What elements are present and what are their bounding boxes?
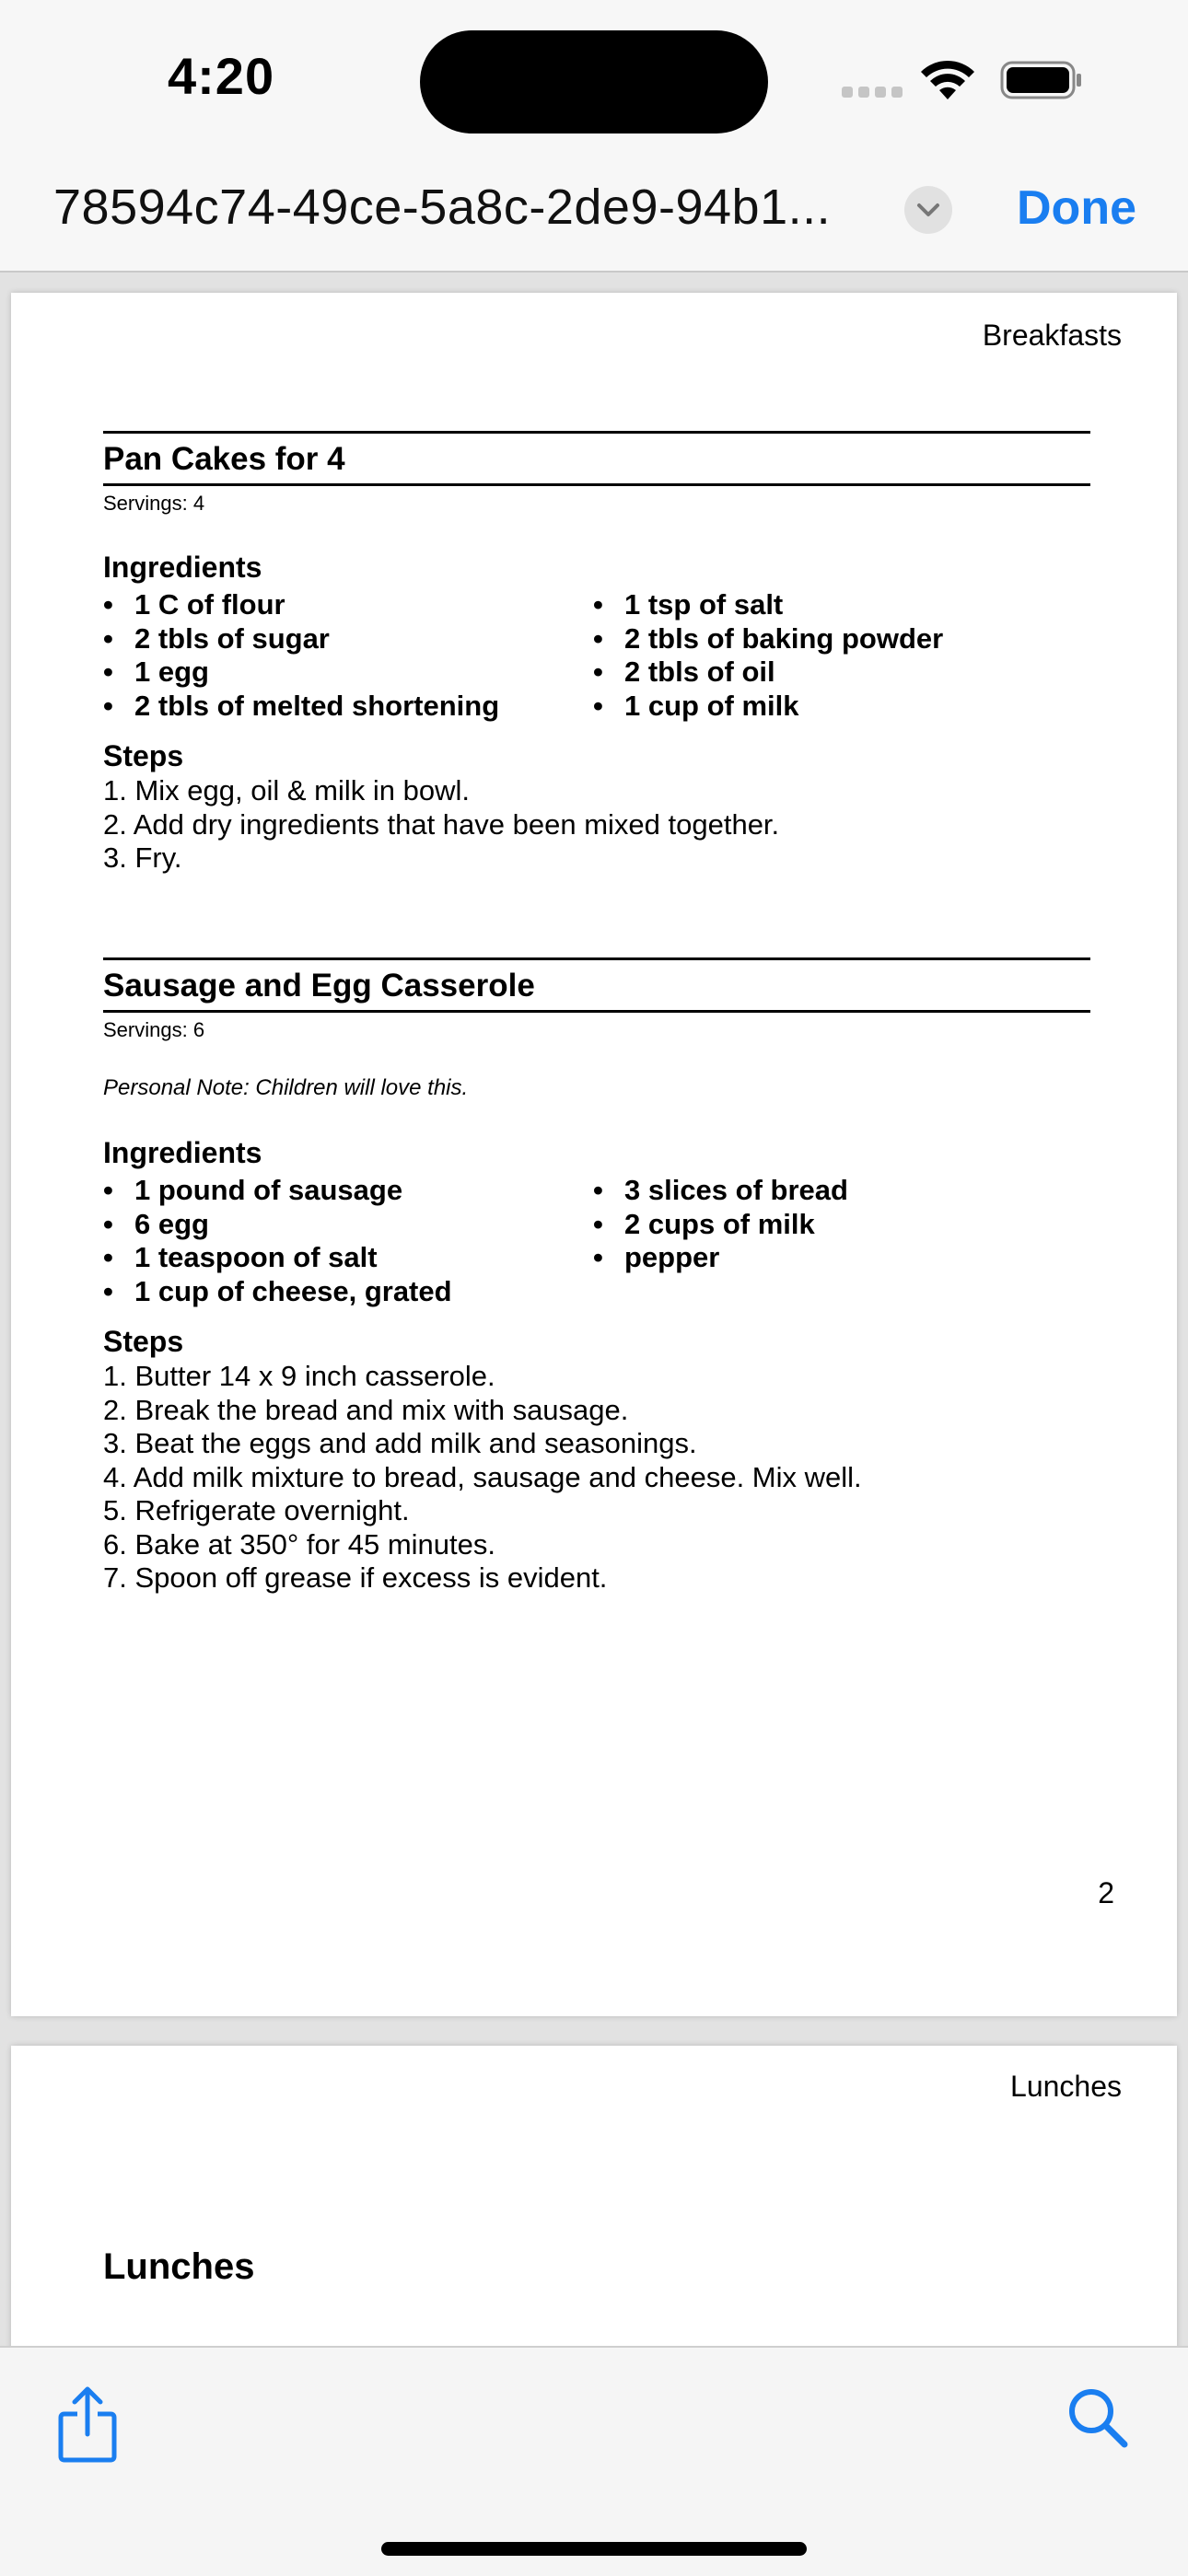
step-item: 4. Add milk mixture to bread, sausage and cheese. Mix well. (103, 1460, 862, 1493)
step-item: 2. Add dry ingredients that have been mixed together. (103, 807, 780, 841)
ingredient-item: • 1 C of flour (103, 588, 593, 622)
personal-note: Personal Note: Children will love this. (103, 1075, 469, 1100)
steps-heading: Steps (103, 739, 184, 772)
title-menu-button[interactable] (904, 186, 952, 234)
ingredients-heading: Ingredients (103, 551, 262, 584)
recipe-title: Sausage and Egg Casserole (103, 960, 1090, 1013)
recipe (103, 957, 1090, 1595)
ingredient-item: • 1 tsp of salt (593, 588, 1083, 622)
battery-icon (1000, 61, 1083, 99)
dynamic-island (420, 30, 768, 133)
recipe (103, 431, 1090, 876)
ingredient-item: • 2 cups of milk (593, 1208, 1083, 1242)
recipe-title: Pan Cakes for 4 (103, 434, 1090, 486)
done-button[interactable]: Done (1017, 181, 1136, 235)
ingredients-list (103, 1174, 1090, 1308)
step-item: 3. Fry. (103, 841, 182, 874)
steps-section (103, 737, 1090, 876)
recipe-servings: Servings: 6 (103, 1018, 205, 1041)
step-item: 5. Refrigerate overnight. (103, 1494, 410, 1526)
step-item: 6. Bake at 350° for 45 minutes. (103, 1527, 495, 1561)
document-title[interactable]: 78594c74-49ce-5a8c-2de9-94b1... (53, 180, 832, 235)
step-item: 3. Beat the eggs and add milk and seasonings. (103, 1427, 697, 1459)
chevron-down-icon (915, 199, 941, 221)
step-item: 1. Butter 14 x 9 inch casserole. (103, 1360, 495, 1392)
bottom-toolbar (0, 2346, 1188, 2576)
cellular-signal-icon (842, 86, 908, 102)
page-number: 2 (1098, 1876, 1114, 1909)
pdf-page (11, 293, 1177, 2016)
navigation-bar (0, 157, 1188, 273)
ingredients-heading: Ingredients (103, 1136, 262, 1169)
section-heading: Lunches (103, 2246, 255, 2287)
ingredient-item: • 2 tbls of melted shortening (103, 690, 593, 724)
ingredients-list (103, 588, 1090, 723)
ingredient-item: • 1 cup of cheese, grated (103, 1275, 593, 1309)
ingredient-item: • 2 tbls of baking powder (593, 622, 1083, 656)
ingredient-item: • pepper (593, 1241, 1083, 1275)
wifi-icon (919, 59, 976, 101)
home-indicator (381, 2542, 807, 2556)
ingredient-item: • 1 teaspoon of salt (103, 1241, 593, 1275)
ingredient-item: • 2 tbls of sugar (103, 622, 593, 656)
page-header: Breakfasts (982, 319, 1122, 352)
recipe-servings: Servings: 4 (103, 492, 205, 515)
status-time: 4:20 (168, 47, 275, 105)
steps-heading: Steps (103, 1325, 184, 1358)
ingredient-item: • 3 slices of bread (593, 1174, 1083, 1208)
search-icon[interactable] (1066, 2386, 1129, 2449)
ingredient-item: • 1 egg (103, 656, 593, 690)
ingredient-item: • 1 pound of sausage (103, 1174, 593, 1208)
share-icon[interactable] (57, 2385, 118, 2464)
ingredient-item: • 2 tbls of oil (593, 656, 1083, 690)
step-item: 2. Break the bread and mix with sausage. (103, 1393, 629, 1426)
ingredient-item: • 6 egg (103, 1208, 593, 1242)
ingredient-item: • 1 cup of milk (593, 690, 1083, 724)
steps-section (103, 1323, 1090, 1595)
status-bar (0, 0, 1188, 157)
step-item: 7. Spoon off grease if excess is evident. (103, 1561, 608, 1594)
step-item: 1. Mix egg, oil & milk in bowl. (103, 774, 470, 806)
page-header: Lunches (1010, 2070, 1122, 2103)
